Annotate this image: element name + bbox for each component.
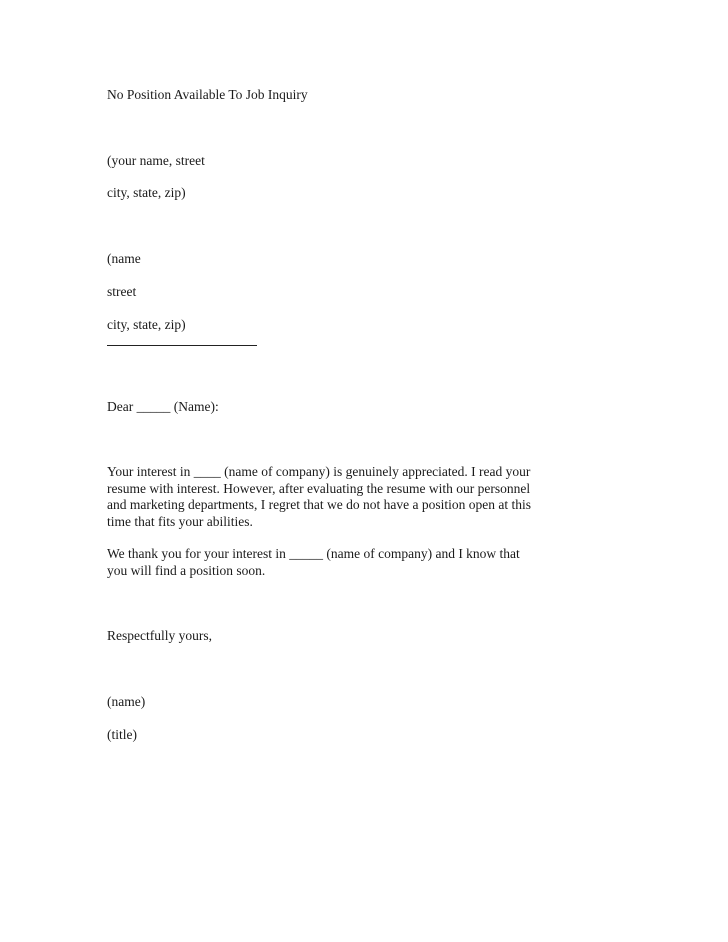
recipient-address-line-1: (name [107,251,141,266]
document-title: No Position Available To Job Inquiry [107,87,308,102]
body-paragraph-2-line: We thank you for your interest in _____ (name of company) and I know that [107,546,520,561]
body-paragraph-1-line: time that fits your abilities. [107,513,253,529]
signature-title: (title) [107,727,137,742]
salutation: Dear _____ (Name): [107,399,219,414]
body-paragraph-2 [107,546,520,579]
body-paragraph-1-line: resume with interest. However, after evaluating the resume with our personnel [107,480,531,496]
body-paragraph-1-line: Your interest in ____ (name of company) is genuinely appreciated. I read your [107,464,531,479]
recipient-address-line-3: city, state, zip) [107,317,186,332]
sender-address-line-2: city, state, zip) [107,185,186,200]
recipient-address-underline [107,345,257,346]
recipient-address-line-2: street [107,284,137,299]
closing: Respectfully yours, [107,628,212,643]
body-paragraph-1 [107,464,531,530]
body-paragraph-1-line: and marketing departments, I regret that we do not have a position open at this [107,497,532,512]
sender-address-line-1: (your name, street [107,153,205,168]
signature-name: (name) [107,694,146,709]
body-paragraph-2-line: you will find a position soon. [107,562,266,578]
